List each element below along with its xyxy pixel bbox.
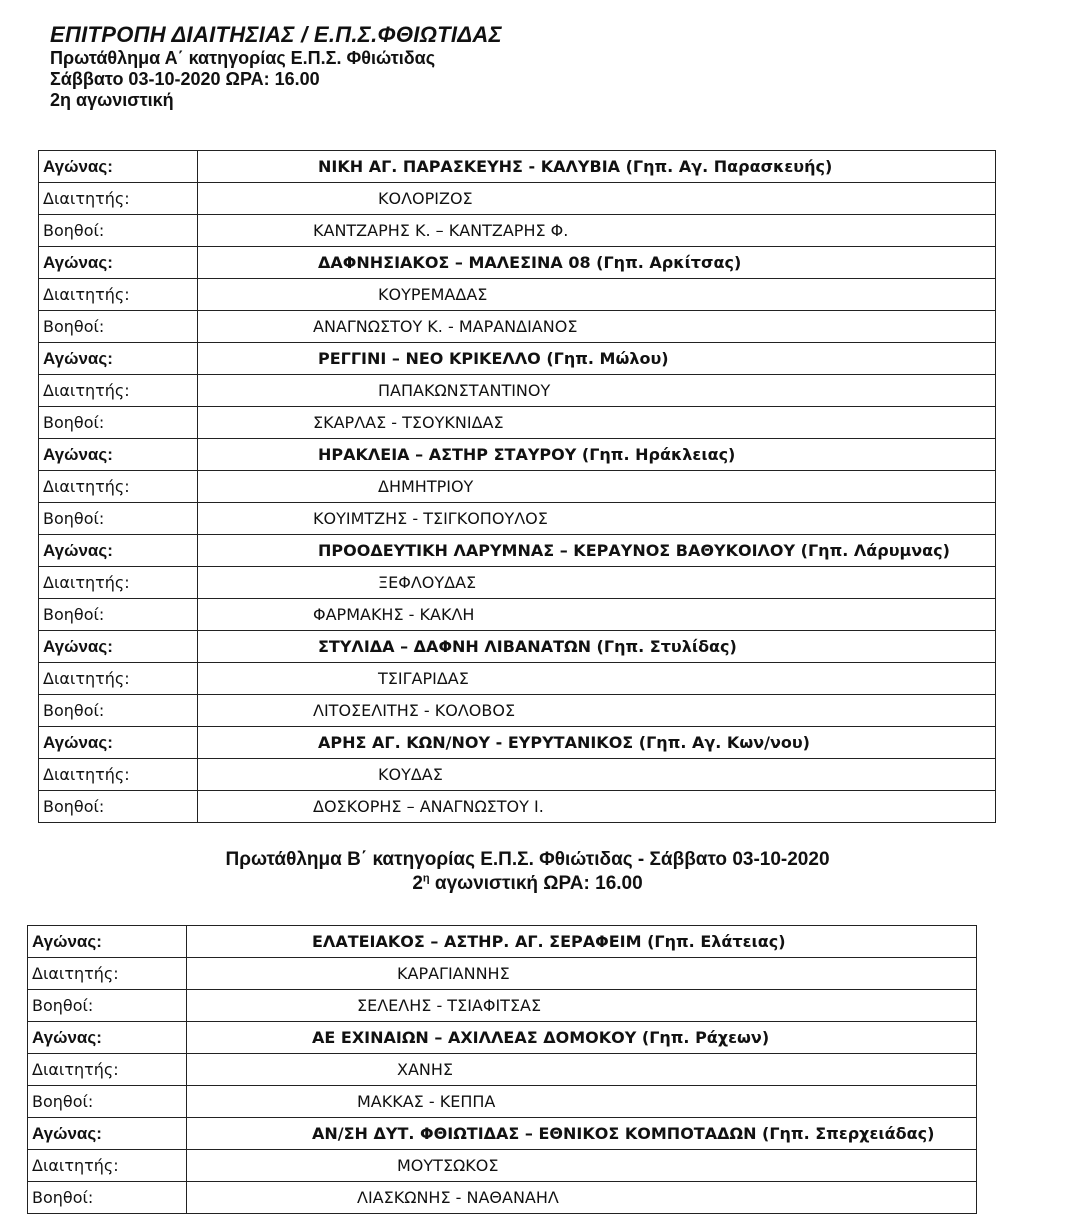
assistants-names: ΚΟΥΙΜΤΖΗΣ - ΤΣΙΓΚΟΠΟΥΛΟΣ <box>198 503 996 535</box>
schedule-table-a <box>38 150 996 823</box>
match-row <box>39 535 996 567</box>
assistants-label: Βοηθοί: <box>39 407 198 439</box>
match-row <box>39 727 996 759</box>
match-name: ΑΝ/ΣΗ ΔΥΤ. ΦΘΙΩΤΙΔΑΣ – ΕΘΝΙΚΟΣ ΚΟΜΠΟΤΑΔΩΝ (Γηπ. Σπερχειάδας) <box>187 1118 977 1150</box>
section-b-heading: Πρωτάθλημα Β΄ κατηγορίας Ε.Π.Σ. Φθιώτιδας - Σάββατο 03-10-2020 <box>225 849 830 870</box>
assistants-row <box>28 1182 977 1214</box>
assistants-row <box>39 311 996 343</box>
referee-label: Διαιτητής: <box>28 1150 187 1182</box>
match-label: Αγώνας: <box>39 247 198 279</box>
referee-row <box>39 663 996 695</box>
match-name: ΗΡΑΚΛΕΙΑ – ΑΣΤΗΡ ΣΤΑΥΡΟΥ (Γηπ. Ηράκλειας) <box>198 439 996 471</box>
referee-label: Διαιτητής: <box>39 375 198 407</box>
referee-names: ΔΗΜΗΤΡΙΟΥ <box>198 471 996 503</box>
assistants-label: Βοηθοί: <box>39 791 198 823</box>
match-name: ΠΡΟΟΔΕΥΤΙΚΗ ΛΑΡΥΜΝΑΣ – ΚΕΡΑΥΝΟΣ ΒΑΘΥΚΟΙΛΟΥ (Γηπ. Λάρυμνας) <box>198 535 996 567</box>
round-line: 2η αγωνιστική <box>50 90 174 110</box>
referee-row <box>28 1150 977 1182</box>
match-label: Αγώνας: <box>39 151 198 183</box>
assistants-names: ΔΟΣΚΟΡΗΣ – ΑΝΑΓΝΩΣΤΟΥ Ι. <box>198 791 996 823</box>
match-label: Αγώνας: <box>39 343 198 375</box>
round-number: 2 <box>412 873 423 894</box>
round-superscript: η <box>422 872 430 885</box>
assistants-row <box>39 599 996 631</box>
match-name: ΔΑΦΝΗΣΙΑΚΟΣ – ΜΑΛΕΣΙΝΑ 08 (Γηπ. Αρκίτσας) <box>198 247 996 279</box>
referee-row <box>39 279 996 311</box>
referee-label: Διαιτητής: <box>39 279 198 311</box>
referee-row <box>39 375 996 407</box>
referee-row <box>39 183 996 215</box>
match-label: Αγώνας: <box>39 439 198 471</box>
referee-names: ΧΑΝΗΣ <box>187 1054 977 1086</box>
match-row <box>28 1022 977 1054</box>
match-label: Αγώνας: <box>39 631 198 663</box>
assistants-row <box>28 990 977 1022</box>
match-row <box>28 926 977 958</box>
assistants-label: Βοηθοί: <box>39 503 198 535</box>
assistants-row <box>39 503 996 535</box>
referee-names: ΚΟΥΔΑΣ <box>198 759 996 791</box>
date-time-line: Σάββατο 03-10-2020 ΩΡΑ: 16.00 <box>50 69 320 89</box>
referee-names: ΜΟΥΤΣΩΚΟΣ <box>187 1150 977 1182</box>
match-label: Αγώνας: <box>28 1118 187 1150</box>
referee-label: Διαιτητής: <box>39 663 198 695</box>
assistants-row <box>39 791 996 823</box>
schedule-table-b <box>27 925 977 1214</box>
assistants-label: Βοηθοί: <box>39 599 198 631</box>
match-label: Αγώνας: <box>28 1022 187 1054</box>
referee-row <box>39 471 996 503</box>
referee-label: Διαιτητής: <box>28 1054 187 1086</box>
referee-label: Διαιτητής: <box>39 759 198 791</box>
assistants-label: Βοηθοί: <box>39 695 198 727</box>
referee-names: ΚΟΛΟΡΙΖΟΣ <box>198 183 996 215</box>
match-label: Αγώνας: <box>28 926 187 958</box>
assistants-label: Βοηθοί: <box>28 990 187 1022</box>
assistants-names: ΛΙΤΟΣΕΛΙΤΗΣ - ΚΟΛΟΒΟΣ <box>198 695 996 727</box>
referee-row <box>39 567 996 599</box>
assistants-label: Βοηθοί: <box>39 311 198 343</box>
assistants-label: Βοηθοί: <box>39 215 198 247</box>
match-row <box>39 343 996 375</box>
match-row <box>39 151 996 183</box>
assistants-label: Βοηθοί: <box>28 1086 187 1118</box>
section-b-round <box>0 872 1055 896</box>
assistants-label: Βοηθοί: <box>28 1182 187 1214</box>
championship-line: Πρωτάθλημα Α΄ κατηγορίας Ε.Π.Σ. Φθιώτιδας <box>50 48 436 68</box>
match-name: ΣΤΥΛΙΔΑ – ΔΑΦΝΗ ΛΙΒΑΝΑΤΩΝ (Γηπ. Στυλίδας) <box>198 631 996 663</box>
referee-row <box>28 1054 977 1086</box>
match-label: Αγώνας: <box>39 535 198 567</box>
assistants-row <box>39 407 996 439</box>
referee-label: Διαιτητής: <box>39 567 198 599</box>
referee-label: Διαιτητής: <box>28 958 187 990</box>
referee-label: Διαιτητής: <box>39 183 198 215</box>
match-name: ΕΛΑΤΕΙΑΚΟΣ – ΑΣΤΗΡ. ΑΓ. ΣΕΡΑΦΕΙΜ (Γηπ. Ελάτειας) <box>187 926 977 958</box>
referee-names: ΠΑΠΑΚΩΝΣΤΑΝΤΙΝΟΥ <box>198 375 996 407</box>
assistants-names: ΚΑΝΤΖΑΡΗΣ Κ. – ΚΑΝΤΖΑΡΗΣ Φ. <box>198 215 996 247</box>
match-row <box>39 631 996 663</box>
match-name: ΑΡΗΣ ΑΓ. ΚΩΝ/ΝΟΥ - ΕΥΡΥΤΑΝΙΚΟΣ (Γηπ. Αγ. Κων/νου) <box>198 727 996 759</box>
referee-row <box>39 759 996 791</box>
assistants-row <box>28 1086 977 1118</box>
match-row <box>28 1118 977 1150</box>
match-name: ΑΕ ΕΧΙΝΑΙΩΝ – ΑΧΙΛΛΕΑΣ ΔΟΜΟΚΟΥ (Γηπ. Ράχεων) <box>187 1022 977 1054</box>
referee-names: ΚΟΥΡΕΜΑΔΑΣ <box>198 279 996 311</box>
referee-names: ΞΕΦΛΟΥΔΑΣ <box>198 567 996 599</box>
document-header <box>50 22 502 111</box>
match-name: ΝΙΚΗ ΑΓ. ΠΑΡΑΣΚΕΥΗΣ - ΚΑΛΥΒΙΑ (Γηπ. Αγ. Παρασκευής) <box>198 151 996 183</box>
assistants-names: ΦΑΡΜΑΚΗΣ - ΚΑΚΛΗ <box>198 599 996 631</box>
committee-title: ΕΠΙΤΡΟΠΗ ΔΙΑΙΤΗΣΙΑΣ / Ε.Π.Σ.ΦΘΙΩΤΙΔΑΣ <box>50 22 502 47</box>
assistants-names: ΑΝΑΓΝΩΣΤΟΥ Κ. - ΜΑΡΑΝΔΙΑΝΟΣ <box>198 311 996 343</box>
assistants-row <box>39 695 996 727</box>
assistants-names: ΛΙΑΣΚΩΝΗΣ - ΝΑΘΑΝΑΗΛ <box>187 1182 977 1214</box>
match-row <box>39 247 996 279</box>
match-row <box>39 439 996 471</box>
round-text: αγωνιστική ΩΡΑ: 16.00 <box>429 873 643 894</box>
referee-label: Διαιτητής: <box>39 471 198 503</box>
match-label: Αγώνας: <box>39 727 198 759</box>
referee-names: ΚΑΡΑΓΙΑΝΝΗΣ <box>187 958 977 990</box>
match-name: ΡΕΓΓΙΝΙ – ΝΕΟ ΚΡΙΚΕΛΛΟ (Γηπ. Μώλου) <box>198 343 996 375</box>
referee-names: ΤΣΙΓΑΡΙΔΑΣ <box>198 663 996 695</box>
assistants-names: ΣΚΑΡΛΑΣ - ΤΣΟΥΚΝΙΔΑΣ <box>198 407 996 439</box>
assistants-names: ΣΕΛΕΛΗΣ - ΤΣΙΑΦΙΤΣΑΣ <box>187 990 977 1022</box>
assistants-row <box>39 215 996 247</box>
referee-row <box>28 958 977 990</box>
assistants-names: ΜΑΚΚΑΣ - ΚΕΠΠΑ <box>187 1086 977 1118</box>
